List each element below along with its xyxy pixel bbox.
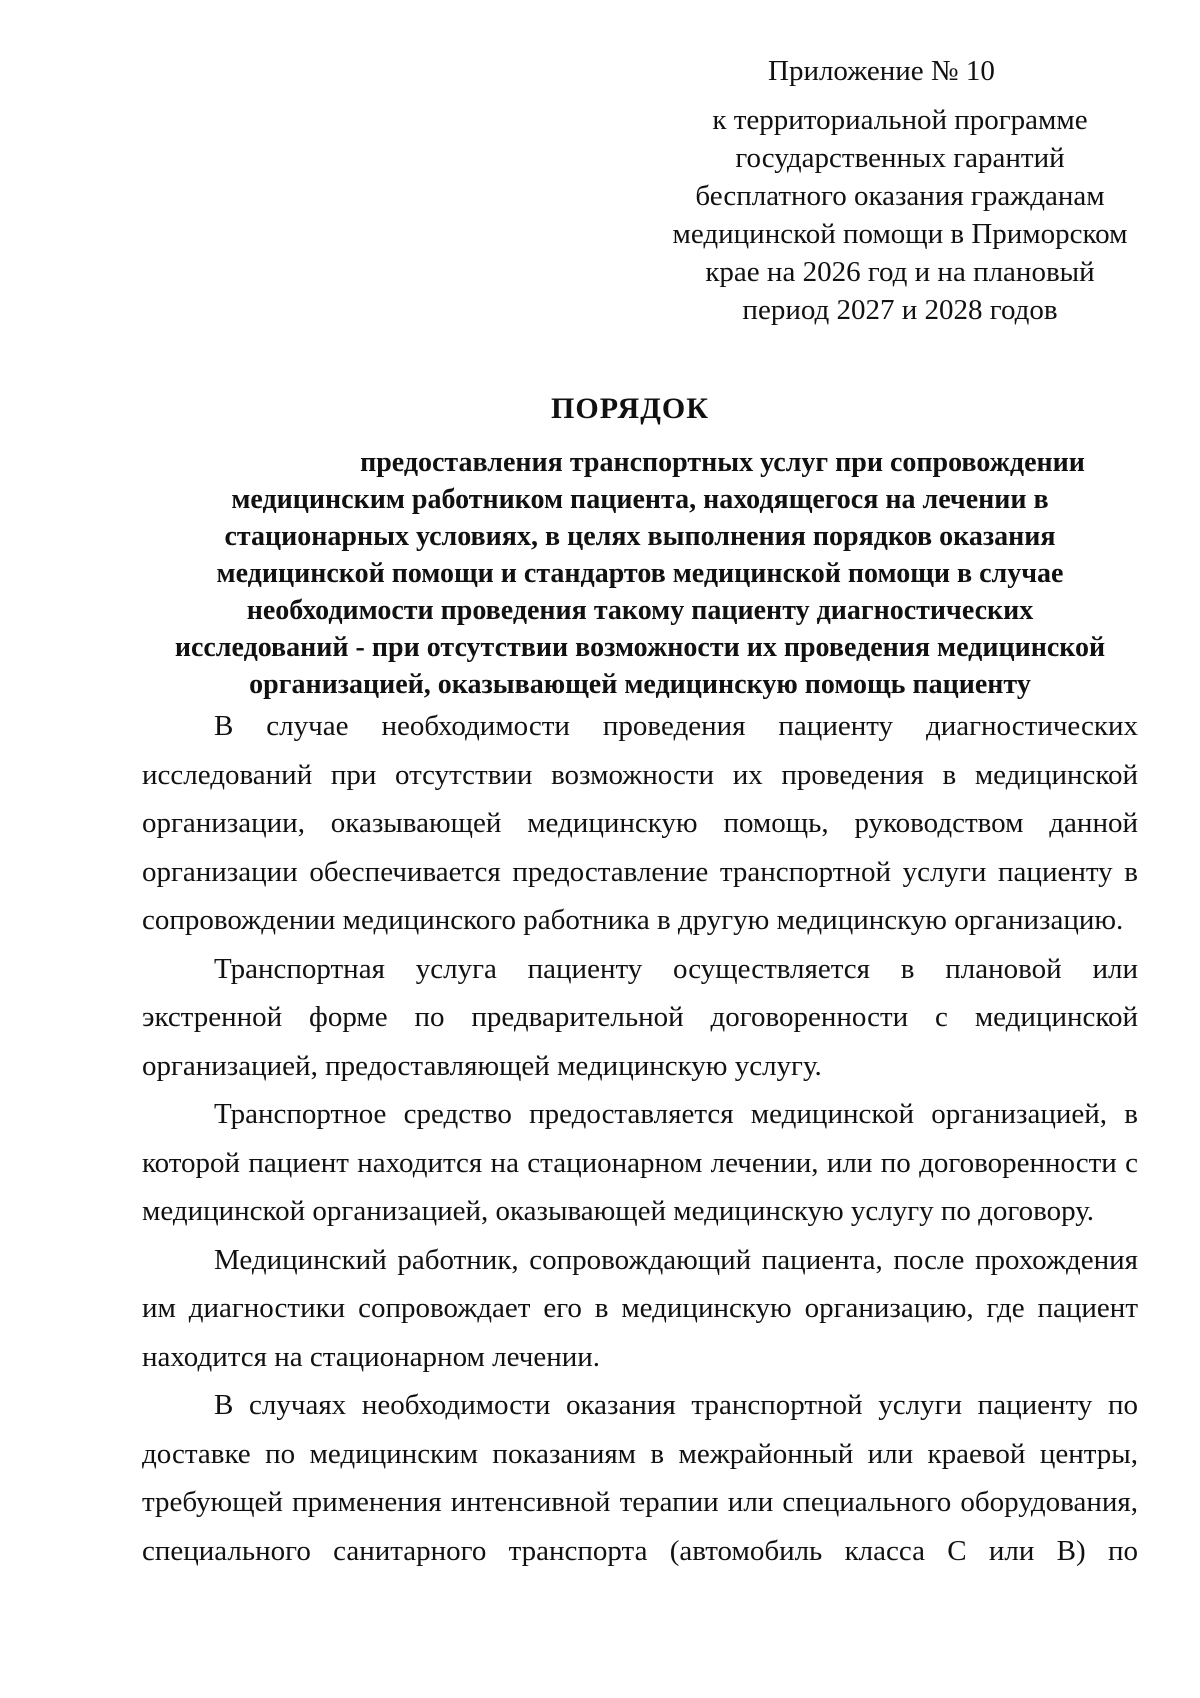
subtitle-line: необходимости проведения такому пациенту диагностических — [246, 595, 1034, 626]
paragraph-line: В случае необходимости проведения пациенту диагностических — [214, 710, 1138, 742]
paragraph-line: медицинской организацией, оказывающей медицинскую услугу по договору. — [142, 1195, 1095, 1227]
appendix-number: Приложение № 10 — [768, 55, 995, 87]
document-title: ПОРЯДОК — [551, 392, 709, 425]
paragraph-line: исследований при отсутствии возможности их проведения в медицинской — [142, 758, 1138, 791]
appendix-reference-line: к территориальной программе — [712, 104, 1088, 136]
subtitle-line: стационарных условиях, в целях выполнения порядков оказания — [224, 521, 1056, 552]
paragraph-line: требующей применения интенсивной терапии или специального оборудования, — [142, 1486, 1138, 1518]
paragraph-line: находится на стационарном лечении. — [142, 1340, 601, 1373]
paragraph-line: сопровождении медицинского работника в другую медицинскую организацию. — [142, 904, 1124, 936]
paragraph — [142, 1236, 1138, 1382]
appendix-reference — [660, 101, 1140, 329]
paragraph-line: доставке по медицинским показаниям в межрайонный или краевой центры, — [142, 1437, 1138, 1470]
appendix-reference-line: медицинской помощи в Приморском — [672, 218, 1128, 250]
subtitle-line: медицинским работником пациента, находящегося на лечении в — [231, 484, 1049, 515]
appendix-reference-line: бесплатного оказания гражданам — [695, 180, 1105, 212]
paragraph — [142, 1381, 1138, 1575]
paragraph-line: экстренной форме по предварительной договоренности с медицинской — [142, 1001, 1138, 1033]
paragraph — [142, 945, 1138, 1091]
subtitle-line: предоставления транспортных услуг при сопровождении — [360, 447, 1085, 478]
appendix-reference-line: государственных гарантий — [735, 142, 1065, 174]
paragraph-line: которой пациент находится на стационарном лечении, или по договоренности с — [142, 1146, 1138, 1179]
document-subtitle — [140, 444, 1140, 703]
paragraph-line: Транспортная услуга пациенту осуществляется в плановой или — [214, 952, 1138, 985]
paragraph-line: Медицинский работник, сопровождающий пациента, после прохождения — [214, 1243, 1138, 1276]
appendix-reference-line: период 2027 и 2028 годов — [742, 294, 1058, 326]
paragraph-line: специального санитарного транспорта (автомобиль класса С или В) по — [142, 1534, 1138, 1567]
paragraph — [142, 1090, 1138, 1236]
subtitle-line: медицинской помощи и стандартов медицинской помощи в случае — [216, 558, 1064, 589]
paragraph — [142, 702, 1138, 945]
appendix-reference-line: крае на 2026 год и на плановый — [705, 256, 1095, 288]
document-body — [142, 702, 1138, 1575]
subtitle-line: исследований - при отсутствии возможности их проведения медицинской — [174, 632, 1106, 663]
subtitle-line: организацией, оказывающей медицинскую помощь пациенту — [249, 669, 1031, 700]
paragraph-line: им диагностики сопровождает его в медицинскую организацию, где пациент — [142, 1292, 1138, 1324]
paragraph-line: организации обеспечивается предоставление транспортной услуги пациенту в — [142, 855, 1138, 888]
paragraph-line: организации, оказывающей медицинскую помощь, руководством данной — [142, 807, 1138, 839]
paragraph-line: Транспортное средство предоставляется медицинской организацией, в — [214, 1098, 1138, 1130]
paragraph-line: В случаях необходимости оказания транспортной услуги пациенту по — [214, 1389, 1138, 1421]
paragraph-line: организацией, предоставляющей медицинскую услугу. — [142, 1049, 822, 1082]
